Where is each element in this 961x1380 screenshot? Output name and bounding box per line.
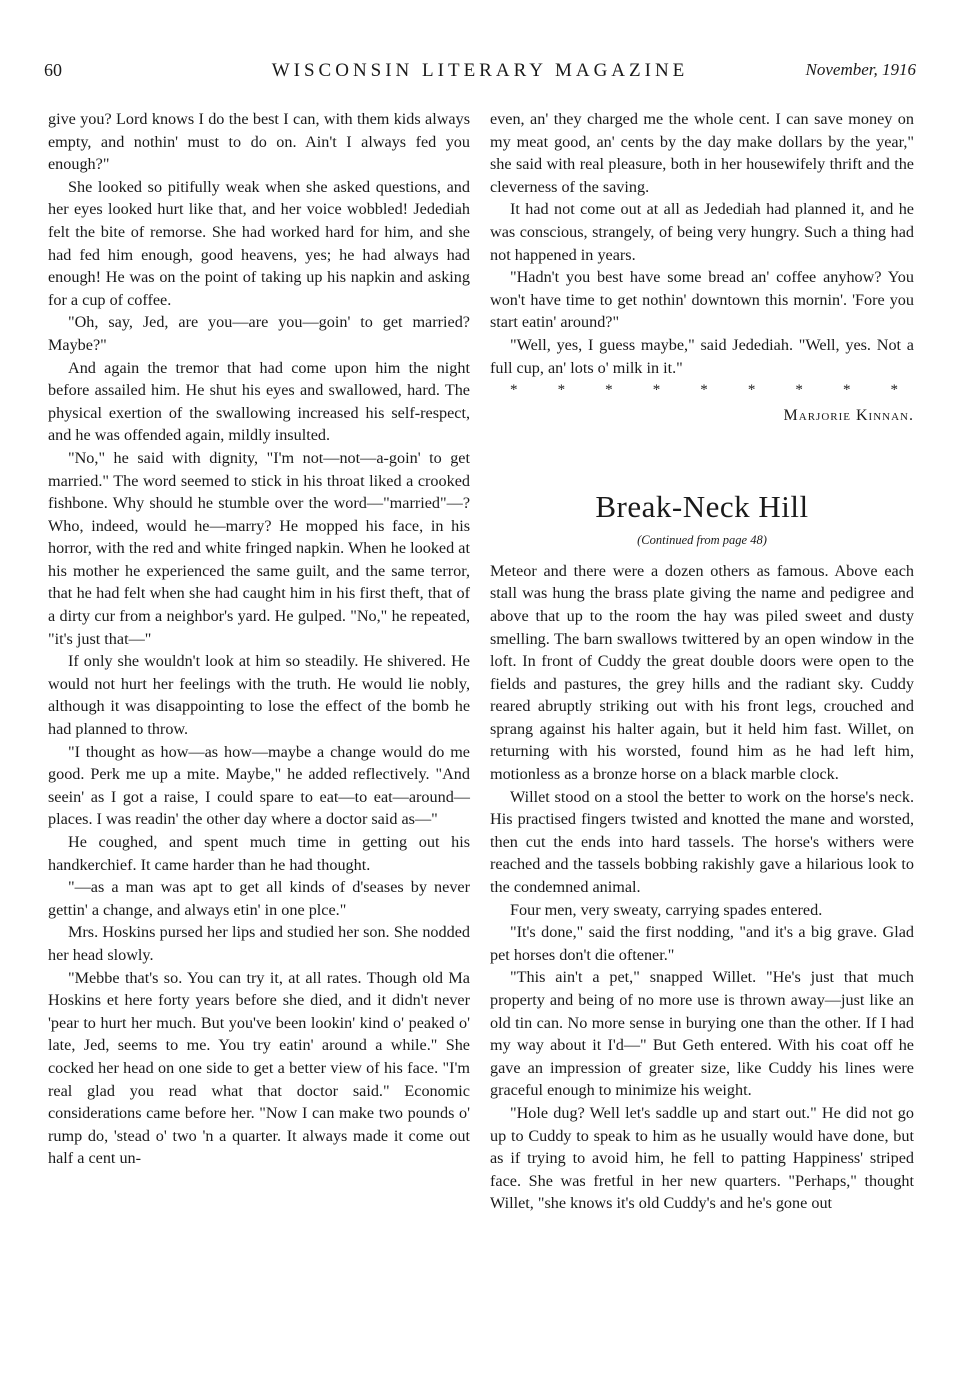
author-signature: Marjorie Kinnan.: [783, 407, 914, 425]
paragraph: Four men, very sweaty, carrying spades entered.: [510, 900, 823, 919]
paragraph: Meteor and there were a dozen others as famous. Above each stall was hung the brass plate giving the name and pedigree and above that up to the room the hay was piled sweet and dusty smelling. The barn swallows twittered by an open window in the loft. In front of Cuddy the great double doors were open to the fields and pastures, the grey hills and the radiant sky. Cuddy reared abruptly striking out with his front legs, crouched and sprang against his halter again, but it held him fast. Willet, on returning with his worsted, found him as he had left him, motionless as a bronze horse on a black marble clock.: [490, 561, 914, 784]
paragraph: "This ain't a pet," snapped Willet. "He's just that much property and being of no more use is thrown away—just like an old tin can. No more sense in burying one than the other. If I had my way about it I'd—" But Geth entered. With his coat off he gave an impression of greater size, like Cuddy his lines were graceful enough to minimize his weight.: [490, 968, 914, 1100]
section-break-stars: [490, 381, 914, 399]
star: *: [700, 382, 708, 399]
paragraph: "Mebbe that's so. You can try it, at all rates. Though old Ma Hoskins et here forty years before she died, and it didn't never 'pear to hurt her much. But you've been lookin' kind o' peaked o' late, Jed, seems to me. You try eatin' around a while." She cocked her head on one side to get a better view of his face. "I'm real glad you read what that doctor said." Economic considerations came before her. "Now I can make two pounds o' rump do, 'stead o' two 'n a quarter. It always made it come out half a cent un-: [48, 968, 470, 1168]
star: *: [842, 382, 851, 399]
star: *: [890, 382, 898, 399]
star: *: [557, 382, 566, 399]
issue-date: November, 1916: [805, 60, 916, 79]
star: *: [652, 382, 661, 399]
star: *: [795, 382, 803, 399]
paragraph: "It's done," said the first nodding, "and it's a big grave. Glad pet horses don't die oftener.": [490, 923, 914, 964]
paragraph: Mrs. Hoskins pursed her lips and studied her son. She nodded her head slowly.: [48, 923, 470, 964]
paragraph: give you? Lord knows I do the best I can, with them kids always empty, and nothin' must to do on. Ain't I always fed you enough?": [48, 110, 470, 174]
paragraph: "Hole dug? Well let's saddle up and start out." He did not go up to Cuddy to speak to him as he usually would have done, but as if trying to avoid him, he fell to patting Happiness' striped face. She was fretful in her new quarters. "Perhaps," thought Willet, "she knows it's old Cuddy's and he's gone out: [490, 1103, 914, 1213]
right-column: [490, 108, 914, 1215]
paragraph: "—as a man was apt to get all kinds of d'seases by never gettin' a change, and always etin' in one plce.": [48, 878, 470, 919]
star: *: [747, 382, 756, 399]
paragraph: "No," he said with dignity, "I'm not—not—a-goin' to get married." The word seemed to stick in his throat liked a crooked fishbone. Why should he stumble over the word—"married"—? Who, indeed, would he—marry? He mopped his face, in his horror, with the red and white fringed napkin. When he looked at his mother he experienced the same guilt, and the same terror, that he had felt when she had caught him in his first theft, that of a dirty cur from a neighbor's yard. He gulped. "No," he repeated, "it's just that—": [48, 448, 470, 648]
star: *: [605, 382, 613, 399]
paragraph: even, an' they charged me the whole cent. I can save money on my meat good, an' cents by the day make dollars by the year," she said with real pleasure, both in her housewifely thrift and the cleverness of the saving.: [490, 110, 914, 196]
paragraph: "Well, yes, I guess maybe," said Jedediah. "Well, yes. Not a full cup, an' lots o' milk in it.": [490, 335, 914, 377]
magazine-title: WISCONSIN LITERARY MAGAZINE: [271, 60, 689, 81]
paragraph: "I thought as how—as how—maybe a change would do me good. Perk me up a mite. Maybe," he added reflectively. "And seein' as I got a raise, I could spare to eat—to eat—around—places. I was readin' the other day where a doctor said as—": [48, 742, 470, 829]
paragraph: He coughed, and spent much time in getting out his handkerchief. It came harder than he had thought.: [48, 833, 470, 874]
paragraph: "Hadn't you best have some bread an' coffee anyhow? You won't have time to get nothin' downtown this mornin'. 'Fore you start eatin' around?": [490, 268, 914, 332]
paragraph: "Oh, say, Jed, are you—are you—goin' to get married? Maybe?": [48, 313, 470, 354]
star: *: [510, 382, 518, 399]
left-column: [48, 108, 470, 1170]
paragraph: It had not come out at all as Jedediah had planned it, and he was conscious, strangely, of being very hungry. Such a thing had not happened in years.: [490, 200, 914, 264]
paragraph: Willet stood on a stool the better to work on the horse's neck. His practised fingers twisted and knotted the mane and worsted, then cut the ends into hard tassels. The horse's withers were reached and the tassels bobbing rakishly gave a hilarious look to the condemned animal.: [490, 787, 914, 897]
continued-note: (Continued from page 48): [637, 532, 767, 547]
page-header: [44, 60, 916, 90]
paragraph: And again the tremor that had come upon him the night before assailed him. He shut his eyes and swallowed, hard. The physical exertion of the swallowing increased his self-respect, and he was offended again, mildly insulted.: [48, 358, 470, 445]
paragraph: She looked so pitifully weak when she asked questions, and her eyes looked hurt like that, and her voice wobbled! Jedediah felt the bite of remorse. She had worked hard for him, and she had fed him enough, good heavens, yes; he had always had enough! He was on the point of taking up his napkin and asking for a cup of coffee.: [48, 177, 470, 309]
page-number: 60: [44, 60, 62, 80]
story-title: Break-Neck Hill: [595, 488, 809, 524]
paragraph: If only she wouldn't look at him so steadily. He shivered. He would not hurt her feelings with the truth. He would lie nobly, although it was disappointing to lose the effect of the bomb he had planned to throw.: [48, 652, 470, 739]
